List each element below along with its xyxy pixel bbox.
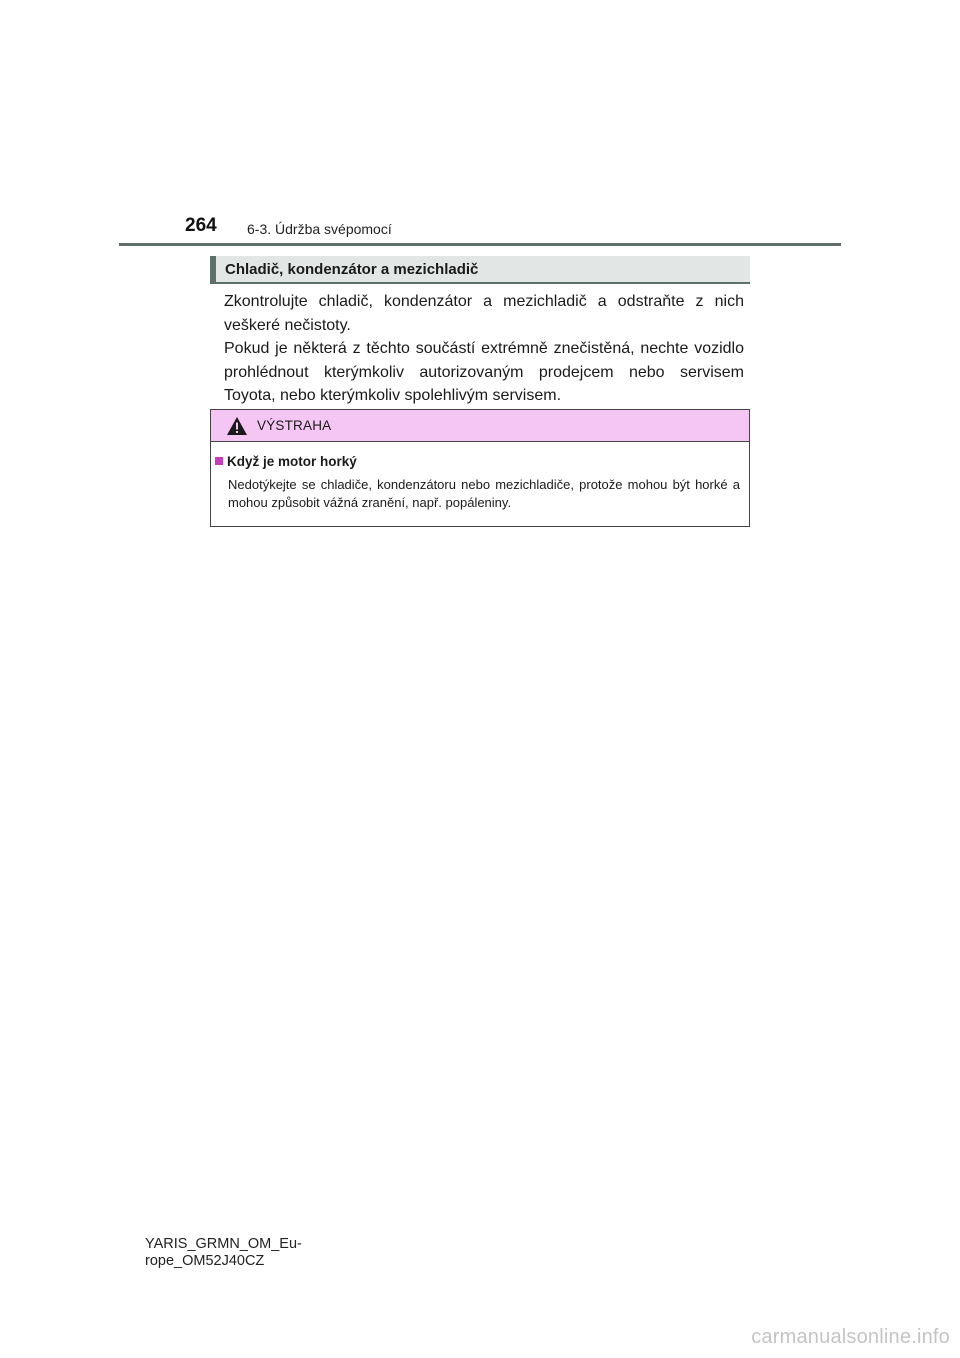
body-paragraph-1: Zkontrolujte chladič, kondenzátor a mezichladič a odstraňte z nich veškeré nečistoty.	[224, 293, 744, 334]
body-paragraph-2: Pokud je některá z těchto součástí extrémně znečistěná, nechte vozidlo prohlédnout kterýmkoliv autorizovaným prodejcem nebo servisem Toyota, nebo kterýmkoliv spolehlivým servisem.	[224, 340, 744, 404]
warning-box	[210, 409, 750, 527]
page-number: 264	[185, 215, 217, 236]
warning-title: VÝSTRAHA	[257, 418, 332, 433]
breadcrumb: 6-3. Údržba svépomocí	[247, 221, 392, 237]
footer-doc-id-line-2: rope_OM52J40CZ	[145, 1253, 265, 1269]
section-heading-bar	[210, 256, 750, 284]
warning-triangle-icon	[226, 416, 248, 436]
bullet-square-icon	[215, 457, 223, 465]
warning-item-text: Nedotýkejte se chladiče, kondenzátoru nebo mezichladiče, protože mohou být horké a mohou způsobit vážná zranění, např. popáleniny.	[228, 477, 740, 510]
section-heading: Chladič, kondenzátor a mezichladič	[225, 261, 479, 278]
warning-item-heading	[215, 454, 357, 469]
header-divider	[119, 243, 841, 246]
footer-document-id	[145, 1236, 345, 1270]
section-body	[224, 290, 744, 408]
warning-header	[211, 410, 749, 442]
footer-doc-id-line-1: YARIS_GRMN_OM_Eu-	[145, 1236, 302, 1252]
watermark: carmanualsonline.info	[751, 1326, 950, 1348]
warning-item-heading-text: Když je motor horký	[227, 454, 357, 469]
